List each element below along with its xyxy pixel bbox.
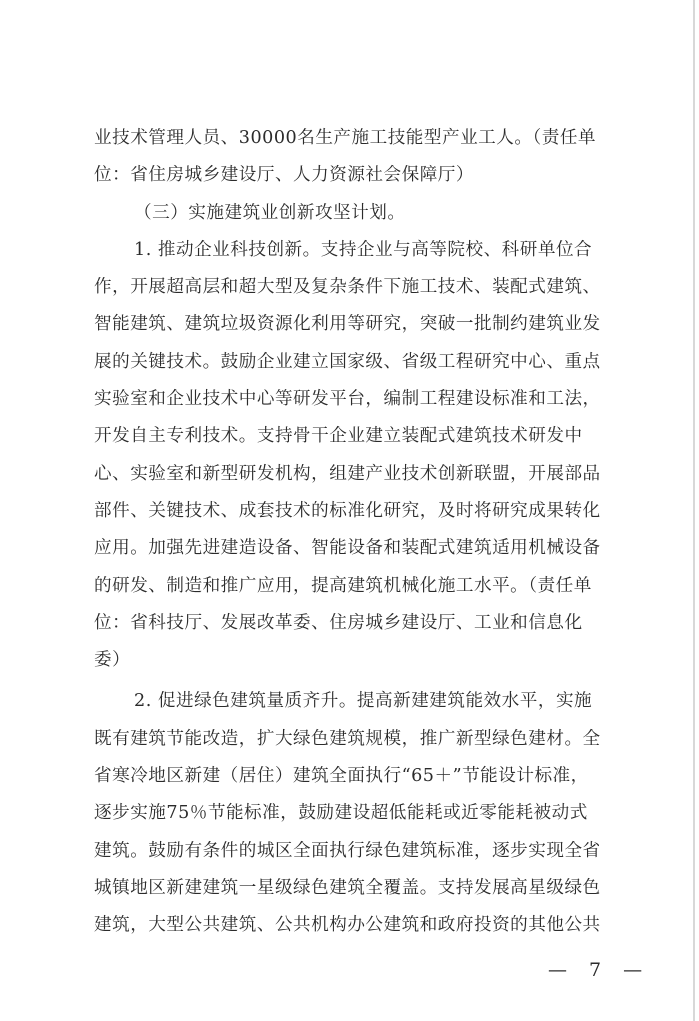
text-line: 建筑。鼓励有条件的城区全面执行绿色建筑标准，逐步实现全省 <box>94 840 601 861</box>
paragraph-start: 1. 推动企业科技创新。支持企业与高等院校、科研单位合 <box>134 239 593 260</box>
text-line: 展的关键技术。鼓励企业建立国家级、省级工程研究中心、重点 <box>94 351 601 372</box>
text-line: 开发自主专利技术。支持骨干企业建立装配式建筑技术研发中 <box>94 426 583 447</box>
text-line: 逐步实施75％节能标准，鼓励建设超低能耗或近零能耗被动式 <box>94 803 588 824</box>
text-line: 智能建筑、建筑垃圾资源化利用等研究，突破一批制约建筑业发 <box>94 314 601 335</box>
text-line: 位：省科技厅、发展改革委、住房城乡建设厅、工业和信息化 <box>94 612 583 633</box>
body-text <box>94 120 614 945</box>
text-line: 实验室和企业技术中心等研发平台，编制工程建设标准和工法， <box>94 389 601 410</box>
text-line: 位：省住房城乡建设厅、人力资源社会保障厅） <box>94 165 474 186</box>
text-line: 部件、关键技术、成套技术的标准化研究，及时将研究成果转化 <box>94 500 601 521</box>
text-line: 省寒冷地区新建（居住）建筑全面执行“65＋”节能设计标准， <box>94 766 589 787</box>
page-number: — 7 — <box>548 958 651 981</box>
text-line: 建筑，大型公共建筑、公共机构办公建筑和政府投资的其他公共 <box>94 915 601 936</box>
text-line: 业技术管理人员、30000名生产施工技能型产业工人。（责任单 <box>94 128 597 148</box>
text-line: 应用。加强先进建造设备、智能设备和装配式建筑适用机械设备 <box>94 538 601 559</box>
text-line: 既有建筑节能改造，扩大绿色建筑规模，推广新型绿色建材。全 <box>94 728 601 749</box>
text-line: 的研发、制造和推广应用，提高建筑机械化施工水平。（责任单 <box>94 575 592 596</box>
text-line: 心、实验室和新型研发机构，组建产业技术创新联盟，开展部品 <box>94 463 601 484</box>
text-line: 委） <box>94 650 131 671</box>
paragraph-start: 2. 促进绿色建筑量质齐升。提高新建建筑能效水平，实施 <box>134 691 593 712</box>
text-line: 作，开展超高层和超大型及复杂条件下施工技术、装配式建筑、 <box>94 277 601 298</box>
section-heading: （三）实施建筑业创新攻坚计划。 <box>134 202 406 223</box>
text-line: 城镇地区新建建筑一星级绿色建筑全覆盖。支持发展高星级绿色 <box>94 877 601 898</box>
scan-edge-line <box>693 0 695 1021</box>
